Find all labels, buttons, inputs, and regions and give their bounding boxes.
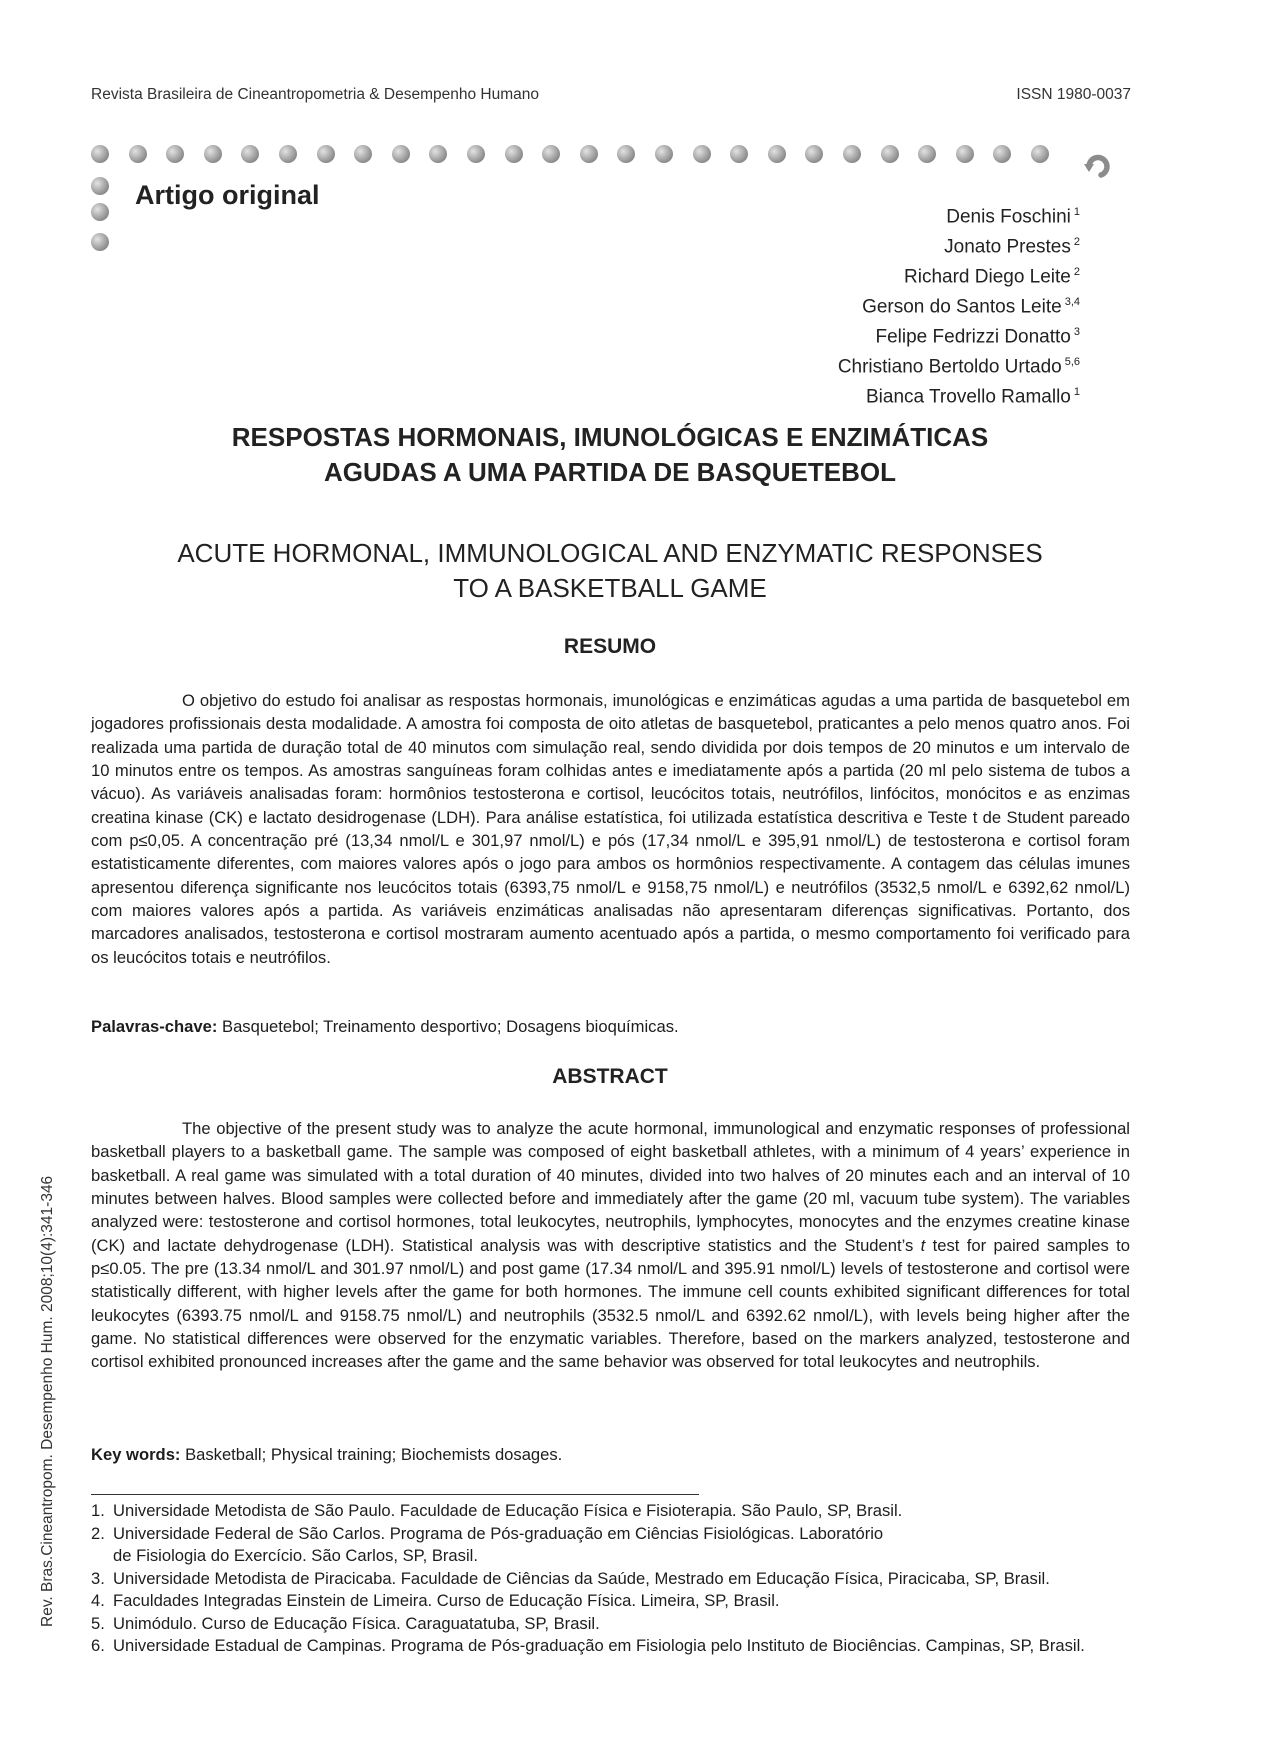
decorative-dot <box>956 145 974 163</box>
title-portuguese: RESPOSTAS HORMONAIS, IMUNOLÓGICAS E ENZIMÁTICAS AGUDAS A UMA PARTIDA DE BASQUETEBOL <box>231 422 989 487</box>
decorative-dot <box>580 145 598 163</box>
decorative-dot <box>655 145 673 163</box>
decorative-dot <box>467 145 485 163</box>
decorative-dot <box>354 145 372 163</box>
decorative-dot <box>392 145 410 163</box>
affiliation-item: 4. Faculdades Integradas Einstein de Limeira. Curso de Educação Física. Limeira, SP, Brasil. <box>91 1591 780 1610</box>
author: Gerson do Santos Leite $^{3,4}$ <box>862 295 1080 318</box>
decorative-dot <box>91 177 109 195</box>
abstract-keywords: Key words: Basketball; Physical training; Biochemists dosages. <box>91 1445 563 1464</box>
affiliation-item: 6. Universidade Estadual de Campinas. Programa de Pós-graduação em Fisiologia pelo Instituto de Biociências. Campinas, SP, Brasil. <box>91 1636 1085 1655</box>
affiliation-list <box>91 1500 1151 1658</box>
resumo-text: O objetivo do estudo foi analisar as respostas hormonais, imunológicas e enzimáticas agudas a uma partida de basquetebol em jogadores profissionais desta modalidade. A amostra foi composta de oito atletas de basquetebol, praticantes a pelo menos quatro anos. Foi realizada uma partida de duração total de 40 minutos com simulação real, sendo dividida por dois tempos de 20 minutos e um intervalo de 10 minutos entre os tempos. As amostras sanguíneas foram colhidas antes e imediatamente após a partida (20 ml pelo sistema de tubos a vácuo). As variáveis analisadas foram: hormônios testosterona e cortisol, leucócitos totais, neutrófilos, linfócitos, monócitos e as enzimas creatina kinase (CK) e lactato desidrogenase (LDH). Para análise estatística, foi utilizada estatística descritiva e Teste t de Student pareado com p≤0,05. A concentração pré (13,34 nmol/L e 301,97 nmol/L) e pós (17,34 nmol/L e 395,91 nmol/L) de testosterona e cortisol foram estatisticamente diferentes, com maiores valores após o jogo para ambos os hormônios respectivamente. A contagem das células imunes apresentou diferença significante nos leucócitos totais (6393,75 nmol/L e 9158,75 nmol/L) e neutrófilos (3532,5 nmol/L e 6392,62 nmol/L) com maiores valores após a partida. As variáveis enzimáticas analisadas não apresentaram diferenças significativas. Portanto, dos marcadores analisados, testosterona e cortisol mostraram aumento acentuado após a partida, o mesmo comportamento foi verificado para os leucócitos totais e neutrófilos. <box>91 691 1130 967</box>
decorative-dot <box>1031 145 1049 163</box>
resumo-heading: RESUMO <box>563 635 657 658</box>
affiliation-item: 2. Universidade Federal de São Carlos. Programa de Pós-graduação em Ciências Fisiológicas. Laboratório de Fisiologia do Exercício. São Carlos, SP, Brasil. <box>91 1523 884 1565</box>
decorative-dot <box>918 145 936 163</box>
decorative-dot <box>129 145 147 163</box>
affiliation-item: 5. Unimódulo. Curso de Educação Física. Caraguatatuba, SP, Brasil. <box>91 1613 600 1633</box>
author-list <box>838 200 1080 409</box>
decorative-dot <box>805 145 823 163</box>
abstract-text: The objective of the present study was to analyze the acute hormonal, immunological and enzymatic responses of professional basketball players to a basketball game. The sample was composed of eight basketball athletes, with a minimum of 4 years’ experience in basketball. A real game was simulated with a total duration of 40 minutes, divided into two halves of 20 minutes each and an interval of 10 minutes between halves. Blood samples were collected before and immediately after the game (20 ml, vacuum tube system). The variables analyzed were: testosterone and cortisol hormones, total leukocytes, neutrophils, lymphocytes, monocytes and the enzymes creatine kinase (CK) and lactate dehydrogenase (LDH). Statistical analysis was with descriptive statistics and the Student’s t test for paired samples to p≤0.05. The pre (13.34 nmol/L and 301.97 nmol/L) and post game (17.34 nmol/L and 395.91 nmol/L) levels of testosterone and cortisol were statistically different, with higher levels after the game for both hormones. The immune cell counts exhibited significant differences for total leukocytes (6393.75 nmol/L and 9158.75 nmol/L) and neutrophils (3532.5 nmol/L and 6392.62 nmol/L), with levels being higher after the game. No statistical differences were observed for the enzymatic variables. Therefore, based on the markers analyzed, testosterone and cortisol exhibited pronounced increases after the game and the same behavior was observed for total leukocytes and neutrophils. <box>91 1119 1130 1372</box>
affiliation-item: 3. Universidade Metodista de Piracicaba. Faculdade de Ciências da Saúde, Mestrado em Educação Física, Piracicaba, SP, Brasil. <box>91 1568 1050 1588</box>
author: Christiano Bertoldo Urtado $^{5,6}$ <box>837 355 1080 377</box>
author: Denis Foschini $^1$ <box>946 206 1080 228</box>
decorative-dot <box>617 145 635 163</box>
abstract-heading: ABSTRACT <box>552 1065 668 1088</box>
decorative-dot <box>993 145 1011 163</box>
decorative-dot <box>881 145 899 163</box>
decorative-dot <box>241 145 259 163</box>
decorative-dot <box>429 145 447 163</box>
decorative-dot <box>91 145 109 163</box>
decorative-dot <box>91 203 109 221</box>
footnote-divider <box>91 1494 699 1495</box>
affiliation-item: 1. Universidade Metodista de São Paulo. Faculdade de Educação Física e Fisioterapia. São Paulo, SP, Brasil. <box>91 1501 903 1520</box>
decorative-dot <box>505 145 523 163</box>
title-english: ACUTE HORMONAL, IMMUNOLOGICAL AND ENZYMATIC RESPONSES TO A BASKETBALL GAME <box>177 538 1043 603</box>
decorative-dot <box>693 145 711 163</box>
journal-title: Revista Brasileira de Cineantropometria & Desempenho Humano <box>91 86 540 103</box>
author: Jonato Prestes $^2$ <box>944 235 1080 258</box>
article-type: Artigo original <box>135 180 320 210</box>
decorative-dot <box>542 145 560 163</box>
side-citation: Rev. Bras.Cineantropom. Desempenho Hum. 2008;10(4):341-346 <box>39 1175 56 1627</box>
decorative-dot <box>166 145 184 163</box>
decorative-dot <box>91 233 109 251</box>
curved-arrow-icon <box>1083 151 1113 181</box>
decorative-dot <box>279 145 297 163</box>
resumo-keywords: Palavras-chave: Basquetebol; Treinamento desportivo; Dosagens bioquímicas. <box>91 1017 679 1036</box>
author: Richard Diego Leite $^2$ <box>904 265 1080 288</box>
issn: ISSN 1980-0037 <box>1016 86 1131 103</box>
decorative-dot <box>204 145 222 163</box>
author: Bianca Trovello Ramallo $^1$ <box>866 385 1080 407</box>
decorative-dot-band <box>91 145 1121 175</box>
decorative-dot <box>843 145 861 163</box>
decorative-dot <box>317 145 335 163</box>
decorative-dot <box>768 145 786 163</box>
author: Felipe Fedrizzi Donatto $^3$ <box>875 325 1080 348</box>
decorative-dot <box>730 145 748 163</box>
